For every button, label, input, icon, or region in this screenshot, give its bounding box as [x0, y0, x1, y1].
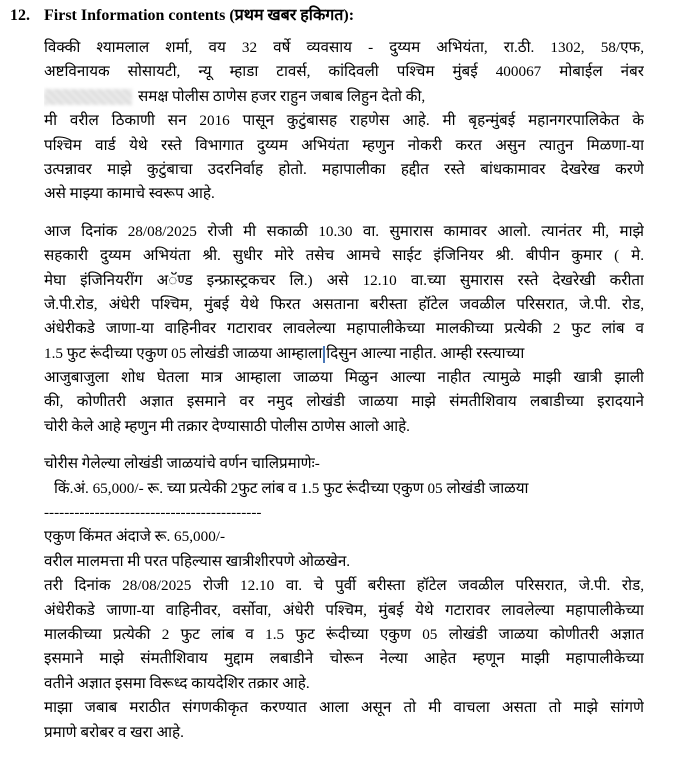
text-cursor [323, 346, 325, 363]
para1-line: असे माझ्या कामाचे स्वरूप आहे. [44, 185, 215, 203]
para2-line: जे.पी.रोड, अंधेरी पश्चिम, मुंबई येथे फिरत असताना बरीस्ता हॉटेल जवळील परिसरात, जे.पी. रोड, [44, 295, 644, 313]
para2-line: की, कोणीतरी अज्ञात इसमाने वर नमुद लोखंडी जाळया माझे संमतीशिवाय लबाडीच्या इरादयाने [44, 393, 644, 411]
para4-line: प्रमाणे बरोबर व खरा आहे. [44, 723, 184, 741]
para1-line: पश्चिम वार्ड येथे रस्ते विभागात दुय्यम अभियंता म्हणुन नोकरी करत असुन त्यातुन मिळणा-या [44, 136, 644, 154]
section-number: 12. [10, 7, 30, 24]
para2-line: चोरी केले आहे म्हणुन मी तक्रार देण्यासाठी पोलीस ठाणेस आलो आहे. [44, 417, 410, 435]
para2-line-with-cursor [44, 342, 644, 366]
para1-line: उत्पन्नावर माझे कुटुंबाचा उदरनिर्वाह होतो. महापालीका हद्दीत रस्ते बांधकामावर देखरेख करणे [44, 160, 644, 178]
para2-line: सहकारी दुय्यम अभियंता श्री. सुधीर मोरे तसेच आमचे साईट इंजिनियर श्री. बीपीन कुमार ( मे. [44, 247, 644, 265]
para1-line: समक्ष पोलीस ठाणेस हजर राहुन जबाब लिहुन देतो की, [138, 87, 426, 105]
para1-line-redacted [44, 85, 644, 109]
statement-body [44, 36, 644, 745]
para2-line-part: 1.5 फुट रूंदीच्या एकुण 05 लोखंडी जाळया आम्हाला [44, 344, 323, 362]
para3-line: मालकीच्या प्रत्येकी 2 फुट लांब व 1.5 फुट रूंदीच्या एकुण 05 लोखंडी जाळया कोणीतरी अज्ञात [44, 625, 644, 643]
para2-line: अंधेरीकडे जाणा-या वाहिनीवर गटारावर लावलेल्या महापालीकेच्या मालकीच्या प्रत्येकी 2 फुट लांब व [44, 320, 644, 338]
para1-line: विक्की श्यामलाल शर्मा, वय 32 वर्षे व्यवसाय - दुय्यम अभियंता, रा.ठी. 1302, 58/एफ, [44, 39, 644, 56]
para2-line-part: दिसुन आल्या नाहीत. आम्ही रस्त्याच्या [326, 344, 525, 362]
total-value: एकुण किंमत अंदाजे रू. 65,000/- [44, 528, 226, 546]
identify-statement: वरील मालमत्ता मी परत पहिल्यास खात्रीशीरपणे ओळखेन. [44, 552, 351, 570]
stolen-items-heading: चोरीस गेलेल्या लोखंडी जाळयांचे वर्णन चालिप्रमाणेः- [44, 455, 320, 473]
redacted-phone-number [44, 89, 132, 105]
para2-line: आजुबाजुला शोध घेतला मात्र आम्हाला जाळया मिळुन आल्या नाहीत त्यामुळे माझी खात्री झाली [44, 369, 644, 387]
para3-line: इसमाने माझे संमतीशिवाय मुद्दाम लबाडीने चोरून नेल्या आहेत म्हणून माझी महापालीकेच्या [44, 650, 644, 668]
para1-line: मी वरील ठिकाणी सन 2016 पासून कुटुंबासह राहणेस आहे. मी बृहन्मुंबई महानगरपालिकेत के [44, 112, 644, 130]
para2-line: मेघा इंजिनियरींग अॅण्ड इन्फ्रास्ट्रकचर लि.) असे 12.10 वा.च्या सुमारास रस्ते देखरेखी करीता [44, 271, 644, 289]
stolen-item-detail: किं.अं. 65,000/- रू. च्या प्रत्येकी 2फुट लांब व 1.5 फुट रूंदीच्या एकुण 05 लोखंडी जाळया [54, 479, 529, 497]
para3-line: वतीने अज्ञात इसमा विरूध्द कायदेशिर तक्रार आहे. [44, 674, 310, 692]
divider-line: ------------------------------------------- [44, 504, 262, 522]
para4-line: माझा जबाब मराठीत संगणकीकृत करण्यात आला असून तो मी वाचला असता तो माझे सांगणे [44, 699, 644, 717]
para3-line: तरी दिनांक 28/08/2025 रोजी 12.10 वा. चे पुर्वी बरीस्ता हॉटेल जवळील परिसरात, जे.पी. रोड, [44, 577, 644, 595]
para3-line: अंधेरीकडे जाणा-या वाहिनीवर, वर्सोवा, अंधेरी पश्चिम, मुंबई येथे गटारावर लावलेल्या महापालीकेच्या [44, 601, 644, 619]
section-heading [10, 3, 354, 25]
para2-line: आज दिनांक 28/08/2025 रोजी मी सकाळी 10.30 वा. सुमारास कामावर आलो. त्यानंतर मी, माझे [44, 222, 644, 240]
para1-line: अष्टविनायक सोसायटी, न्यू म्हाडा टावर्स, कांदिवली पश्चिम मुंबई 400067 मोबाईल नंबर [44, 63, 644, 81]
section-title: First Information contents (प्रथम खबर हकिगत): [44, 7, 355, 24]
